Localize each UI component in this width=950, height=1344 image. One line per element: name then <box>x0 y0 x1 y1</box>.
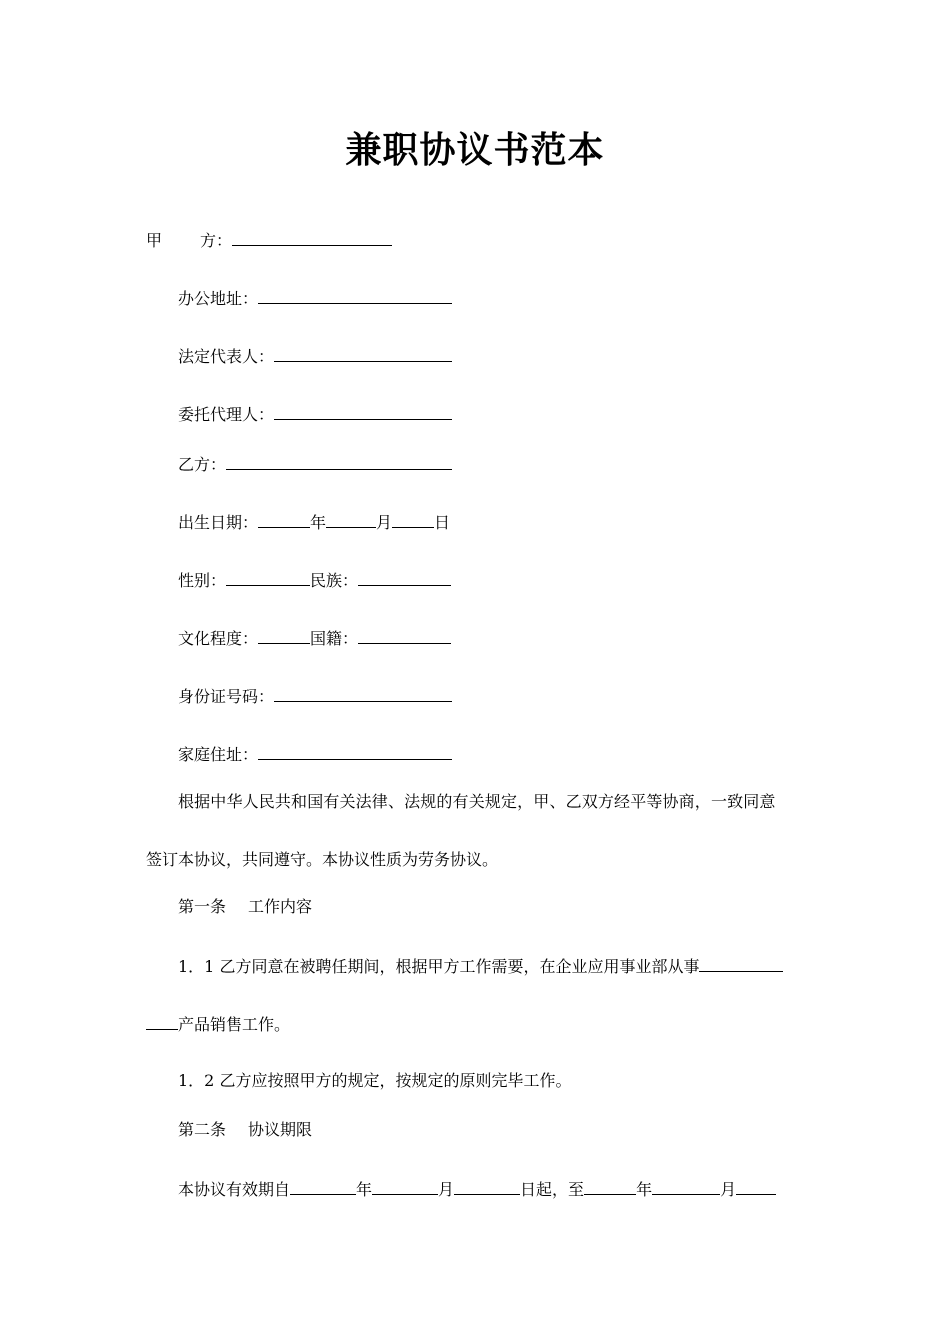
article-1-heading-line <box>178 897 312 917</box>
term-year-blank <box>290 1178 356 1195</box>
birth-day-label: 日 <box>434 513 451 532</box>
term-month-label: 月 <box>438 1180 455 1199</box>
clause-1-1-line-a <box>178 955 783 977</box>
article-1-number: 第一条 <box>178 897 227 916</box>
education-blank <box>258 627 310 644</box>
clause-1-1-blank-a <box>699 955 783 972</box>
page-title: 兼职协议书范本 <box>345 129 605 171</box>
home-address-line <box>178 743 452 765</box>
agent-line <box>178 403 452 425</box>
article-2-title: 协议期限 <box>248 1120 313 1139</box>
office-address-label: 办公地址： <box>178 289 259 308</box>
term-month-blank <box>372 1178 438 1195</box>
legal-rep-line <box>178 345 452 367</box>
term-line <box>178 1178 776 1200</box>
preamble-line-2: 签订本协议，共同遵守。本协议性质为劳务协议。 <box>146 850 499 869</box>
gender-label: 性别： <box>178 571 227 590</box>
id-number-line <box>178 685 452 707</box>
birth-day-blank <box>392 511 434 528</box>
clause-1-2-line: 1．2 乙方应按照甲方的规定，按规定的原则完毕工作。 <box>178 1071 572 1090</box>
agent-blank <box>274 403 452 420</box>
party-b-blank <box>226 453 452 470</box>
education-label: 文化程度： <box>178 629 259 648</box>
birth-year-blank <box>258 511 310 528</box>
id-number-label: 身份证号码： <box>178 687 275 706</box>
legal-rep-blank <box>274 345 452 362</box>
term-text-a: 本协议有效期自 <box>178 1180 291 1199</box>
birth-label: 出生日期： <box>178 513 259 532</box>
term-year2-blank <box>584 1178 636 1195</box>
clause-1-1-blank-b <box>146 1013 178 1030</box>
term-month2-label: 月 <box>720 1180 737 1199</box>
article-2-heading-line <box>178 1120 312 1140</box>
education-line <box>178 627 451 649</box>
gender-blank <box>226 569 310 586</box>
party-b-line <box>178 453 452 475</box>
preamble-line-1: 根据中华人民共和国有关法律、法规的有关规定，甲、乙双方经平等协商，一致同意 <box>178 792 776 811</box>
clause-1-1-text-b: 产品销售工作。 <box>178 1015 291 1034</box>
article-1-title: 工作内容 <box>248 897 313 916</box>
clause-1-1-text-a: 1．1 乙方同意在被聘任期间，根据甲方工作需要，在企业应用事业部从事 <box>178 957 700 976</box>
article-2-number: 第二条 <box>178 1120 227 1139</box>
party-a-blank <box>232 229 392 246</box>
nationality-label: 国籍： <box>310 629 359 648</box>
office-address-blank <box>258 287 452 304</box>
home-address-label: 家庭住址： <box>178 745 259 764</box>
nationality-blank <box>358 627 451 644</box>
party-a-label-2: 方： <box>200 231 233 250</box>
party-b-label: 乙方： <box>178 455 227 474</box>
ethnicity-label: 民族： <box>310 571 359 590</box>
birth-month-blank <box>326 511 376 528</box>
party-a-line <box>146 229 392 251</box>
clause-1-1-line-b <box>146 1013 290 1035</box>
birth-year-label: 年 <box>310 513 327 532</box>
term-end-blank <box>736 1178 776 1195</box>
party-a-label-1: 甲 <box>146 231 163 250</box>
office-address-line <box>178 287 452 309</box>
term-month2-blank <box>652 1178 720 1195</box>
term-year-label: 年 <box>356 1180 373 1199</box>
agent-label: 委托代理人： <box>178 405 275 424</box>
gender-line <box>178 569 451 591</box>
id-number-blank <box>274 685 452 702</box>
birth-date-line <box>178 511 450 533</box>
term-year2-label: 年 <box>636 1180 653 1199</box>
legal-rep-label: 法定代表人： <box>178 347 275 366</box>
birth-month-label: 月 <box>376 513 393 532</box>
home-address-blank <box>258 743 452 760</box>
ethnicity-blank <box>358 569 451 586</box>
term-day-from-label: 日起，至 <box>520 1180 585 1199</box>
term-day-blank <box>454 1178 520 1195</box>
